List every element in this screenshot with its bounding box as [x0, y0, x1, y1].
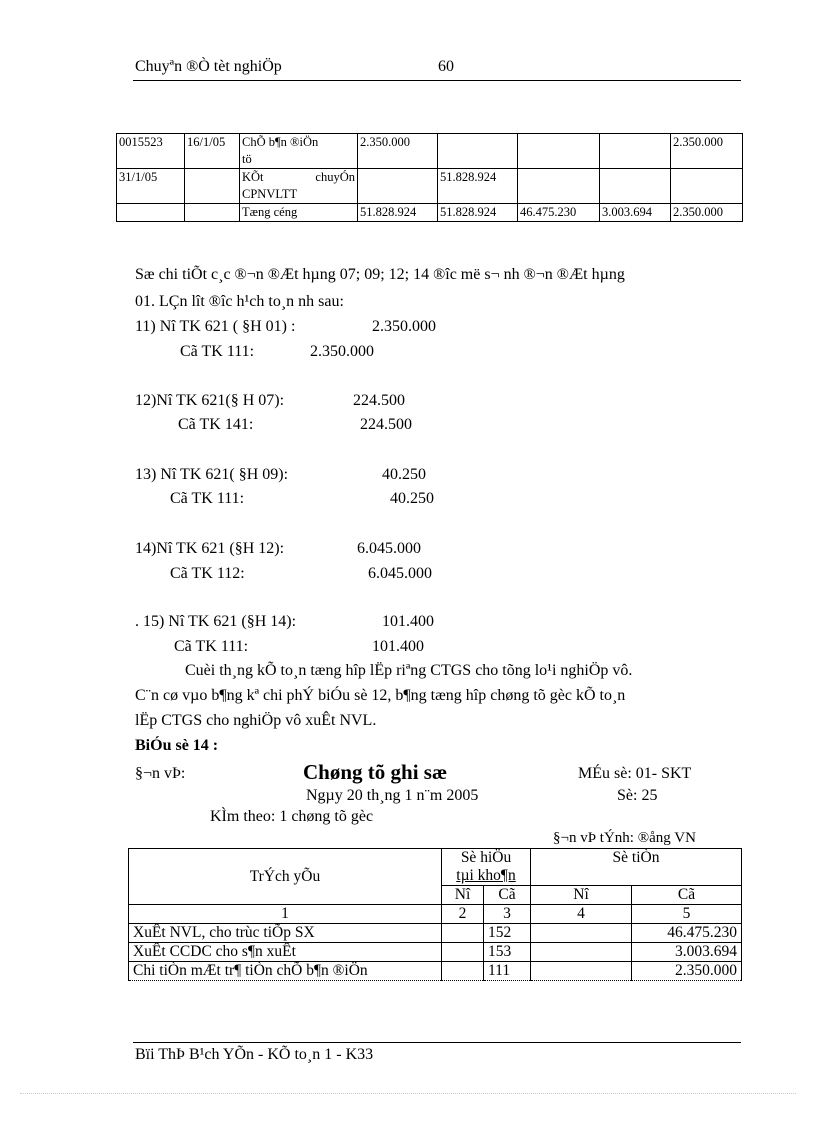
row-credit-account: 152 — [484, 924, 531, 943]
table-cell: Tæng céng — [240, 204, 358, 222]
cell-word: chuyÓn — [315, 170, 355, 184]
voucher-title: Chøng tõ ghi sæ — [303, 760, 448, 784]
header-credit: Cã — [484, 886, 531, 905]
entry-debit: 12)Nî TK 621(§ H 07): — [135, 392, 285, 409]
table-cell — [185, 169, 240, 204]
form-number: MÉu sè: 01- SKT — [578, 765, 692, 782]
entry-debit-amount: 101.400 — [382, 613, 434, 630]
table-row — [117, 204, 743, 222]
table-header-row — [129, 849, 742, 886]
table-cell: 31/1/05 — [117, 169, 185, 204]
table-row — [117, 134, 743, 169]
table-cell: 46.475.230 — [518, 204, 600, 222]
entry-debit-amount: 6.045.000 — [357, 540, 421, 557]
entry-credit: Cã TK 141: — [178, 416, 254, 433]
entry-credit-amount: 6.045.000 — [368, 565, 432, 582]
table-number-row — [129, 905, 742, 924]
row-debit-account — [442, 924, 484, 943]
col-number: 4 — [531, 905, 632, 924]
entry-debit: 13) Nî TK 621( §H 09): — [135, 466, 289, 483]
table-cell — [671, 169, 743, 204]
entry-debit-amount: 40.250 — [382, 466, 426, 483]
attachment-note: KÌm theo: 1 chøng tõ gèc — [210, 808, 374, 825]
cell-line: tö — [242, 152, 252, 166]
page-number: 60 — [438, 58, 454, 75]
table-cell — [518, 134, 600, 169]
entry-credit-amount: 2.350.000 — [310, 343, 374, 360]
row-summary: Chi tiÒn mÆt tr¶ tiÒn chÕ b¶n ®iÖn — [129, 962, 442, 981]
table-cell — [600, 169, 671, 204]
entry-debit: . 15) Nî TK 621 (§H 14): — [135, 613, 297, 630]
table-cell — [518, 169, 600, 204]
ledger-table — [116, 133, 743, 222]
unit-label: §¬n vÞ: — [135, 765, 186, 782]
table-cell: 51.828.924 — [438, 169, 518, 204]
table-cell: 16/1/05 — [185, 134, 240, 169]
entry-credit: Cã TK 111: — [174, 638, 249, 655]
cell-line: ChÕ b¶n ®iÖn — [242, 135, 319, 149]
entry-credit-amount: 40.250 — [390, 490, 434, 507]
paragraph-line: 01. LÇn lît ®îc h¹ch to¸n nh sau: — [135, 293, 344, 310]
row-credit-account: 111 — [484, 962, 531, 981]
paragraph-line: lËp CTGS cho nghiÖp vô xuÊt NVL. — [135, 712, 377, 729]
table-cell — [240, 169, 358, 204]
row-debit-amount — [531, 943, 632, 962]
entry-debit: 11) Nî TK 621 ( §H 01) : — [135, 318, 296, 335]
table-cell — [117, 204, 185, 222]
table-row — [117, 169, 743, 204]
header-amount: Sè tiÒn — [531, 849, 742, 886]
cell-word: KÕt — [242, 170, 264, 184]
table-cell: 3.003.694 — [600, 204, 671, 222]
entry-debit: 14)Nî TK 621 (§H 12): — [135, 540, 285, 557]
voucher-table — [128, 848, 742, 981]
row-credit-amount: 46.475.230 — [632, 924, 742, 943]
entry-debit-amount: 224.500 — [353, 392, 405, 409]
header-summary: TrÝch yÕu — [129, 849, 442, 905]
table-cell: 2.350.000 — [358, 134, 438, 169]
row-credit-amount: 3.003.694 — [632, 943, 742, 962]
header-account-no — [442, 849, 531, 886]
table-row — [129, 962, 742, 981]
voucher-date: Ngµy 20 th¸ng 1 n¨m 2005 — [306, 787, 479, 804]
entry-debit-amount: 2.350.000 — [372, 318, 436, 335]
table-cell — [600, 134, 671, 169]
entry-credit: Cã TK 111: — [170, 490, 245, 507]
col-number: 2 — [442, 905, 484, 924]
row-credit-account: 153 — [484, 943, 531, 962]
table-cell: 0015523 — [117, 134, 185, 169]
currency-unit: §¬n vÞ tÝnh: ®ång VN — [553, 830, 696, 846]
row-debit-account — [442, 962, 484, 981]
cell-line — [242, 169, 355, 186]
table-cell: 2.350.000 — [671, 134, 743, 169]
table-cell — [240, 134, 358, 169]
table-cell — [185, 204, 240, 222]
table-cell: 51.828.924 — [438, 204, 518, 222]
header-rule — [133, 80, 741, 81]
header-line: Sè hiÖu — [460, 849, 512, 866]
col-number: 3 — [484, 905, 531, 924]
paragraph-line: C¨n cø vµo b¶ng kª chi phÝ biÓu sè 12, b¶ng tæng hîp chøng tõ gèc kÕ to¸n — [135, 687, 626, 704]
header-title: Chuyªn ®Ò tèt nghiÖp — [135, 58, 282, 75]
table-cell: 51.828.924 — [358, 204, 438, 222]
paragraph-line: Sæ chi tiÕt c¸c ®¬n ®Æt hµng 07; 09; 12; 14 ®îc më s¬ nh ®¬n ®Æt hµng — [135, 266, 625, 283]
row-debit-amount — [531, 962, 632, 981]
voucher-number: Sè: 25 — [617, 787, 658, 804]
row-summary: XuÊt CCDC cho s¶n xuÊt — [129, 943, 442, 962]
col-number: 5 — [632, 905, 742, 924]
table-row — [129, 943, 742, 962]
header-line: tµi kho¶n — [456, 867, 516, 884]
row-debit-account — [442, 943, 484, 962]
page-edge — [20, 1093, 796, 1094]
entry-credit-amount: 101.400 — [372, 638, 424, 655]
entry-credit: Cã TK 112: — [170, 565, 245, 582]
table-cell: 2.350.000 — [671, 204, 743, 222]
header-debit: Nî — [442, 886, 484, 905]
header-credit: Cã — [632, 886, 742, 905]
row-credit-amount: 2.350.000 — [632, 962, 742, 981]
paragraph-line: Cuèi th¸ng kÕ to¸n tæng hîp lËp riªng CTGS cho tõng lo¹i nghiÖp vô. — [185, 662, 633, 679]
entry-credit-amount: 224.500 — [360, 416, 412, 433]
footer-author: Bïi ThÞ B¹ch YÕn - KÕ to¸n 1 - K33 — [135, 1046, 374, 1063]
header-debit: Nî — [531, 886, 632, 905]
table-cell — [438, 134, 518, 169]
figure-label: BiÓu sè 14 : — [135, 737, 219, 754]
cell-line: CPNVLTT — [242, 187, 298, 201]
col-number: 1 — [129, 905, 442, 924]
row-summary: XuÊt NVL, cho trùc tiÕp SX — [129, 924, 442, 943]
table-row — [129, 924, 742, 943]
table-cell — [358, 169, 438, 204]
entry-credit: Cã TK 111: — [180, 343, 255, 360]
row-debit-amount — [531, 924, 632, 943]
footer-rule — [133, 1042, 741, 1043]
